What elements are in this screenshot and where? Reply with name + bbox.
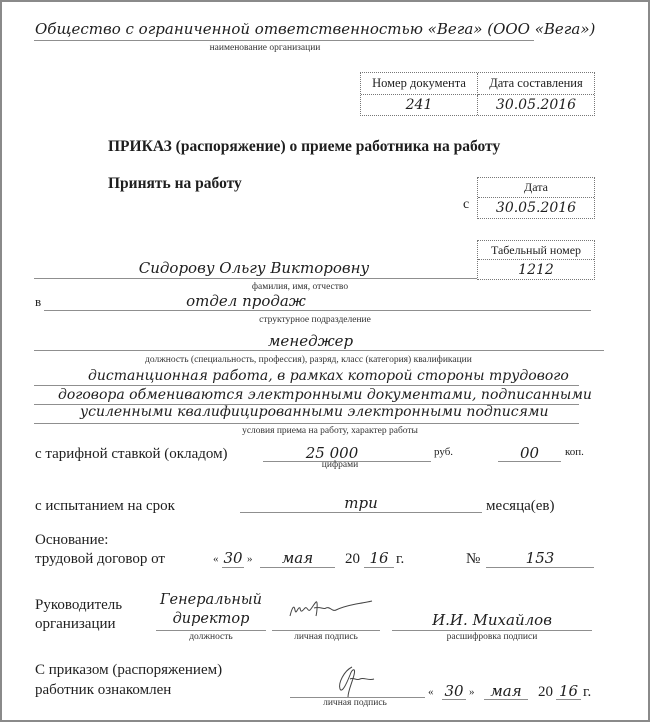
head-decoding-caption: расшифровка подписи [446, 632, 538, 642]
conditions-caption: условия приема на работу, характер работы [242, 426, 418, 436]
department-prefix: в [35, 294, 42, 309]
head-position-line-2: директор [172, 611, 250, 627]
organization-caption: наименование организации [209, 43, 321, 53]
ack-signature-caption: личная подпись [323, 698, 387, 708]
salary-rub-unit: руб. [434, 446, 454, 458]
basis-number-underline [486, 567, 594, 568]
ack-year-underline [556, 699, 581, 700]
head-signature-caption: личная подпись [294, 632, 358, 642]
date-prefix: с [463, 197, 470, 212]
tab-number-header: Табельный номер [478, 241, 594, 260]
department-underline [44, 310, 591, 311]
organization-underline [34, 40, 534, 41]
date-value: 30.05.2016 [495, 200, 577, 216]
employee-underline [34, 278, 477, 279]
basis-quote-open: « [213, 553, 219, 565]
basis-label-2: трудовой договор от [35, 551, 165, 567]
probation-underline [240, 512, 482, 513]
salary-kop-unit: коп. [565, 446, 584, 458]
hire-label: Принять на работу [108, 175, 242, 192]
doc-number-value: 241 [361, 95, 478, 115]
head-position-caption: должность [189, 632, 233, 642]
employee-caption: фамилия, имя, отчество [251, 282, 349, 292]
salary-rub-caption: цифрами [321, 460, 359, 470]
position-underline [34, 350, 604, 351]
position-caption: должность (специальность, профессия), разряд, класс (категория) квалификации [145, 355, 472, 365]
head-decoding-underline [392, 630, 592, 631]
organization-name: Общество с ограниченной ответственностью «Вега» (ООО «Вега») [35, 20, 596, 38]
department-value: отдел продаж [186, 292, 306, 310]
employee-signature-icon [330, 663, 380, 699]
doc-date-value: 30.05.2016 [495, 97, 577, 113]
ack-day-underline [442, 699, 466, 700]
department-caption: структурное подразделение [259, 315, 371, 325]
head-position-line-1: Генеральный [159, 592, 263, 608]
probation-unit: месяца(ев) [486, 498, 555, 514]
basis-label-1: Основание: [35, 532, 109, 548]
salary-kop-value: 00 [519, 444, 540, 462]
probation-value: три [344, 494, 378, 512]
date-header: Дата [478, 178, 594, 198]
doc-number-date-table [360, 72, 595, 116]
salary-rub-value: 25 000 [305, 444, 359, 462]
conditions-line-1: дистанционная работа, в рамках которой стороны трудового [88, 368, 569, 384]
doc-date-header: Дата составления [478, 73, 594, 95]
conditions-underline-3 [34, 423, 579, 424]
ack-label-1: С приказом (распоряжением) [35, 662, 223, 678]
ack-month: мая [490, 682, 522, 700]
head-label-2: организации [35, 616, 116, 632]
head-position-underline [156, 630, 266, 631]
basis-month: мая [281, 549, 314, 567]
basis-number-sign: № [466, 551, 481, 567]
page-title: ПРИКАЗ (распоряжение) о приеме работника на работу [108, 138, 501, 155]
ack-year-suffix: 16 [558, 682, 579, 700]
conditions-line-2: договора обмениваются электронными документами, подписанными [58, 387, 592, 403]
ack-year-prefix: 20 [538, 684, 553, 700]
salary-kop-underline [498, 461, 561, 462]
employee-name: Сидорову Ольгу Викторовну [138, 259, 370, 277]
tab-number-box [477, 240, 595, 280]
basis-day: 30 [223, 549, 243, 567]
basis-month-underline [260, 567, 335, 568]
basis-year-prefix: 20 [345, 551, 360, 567]
basis-year-underline [364, 567, 394, 568]
ack-year-unit: г. [583, 684, 592, 700]
conditions-line-3: усиленными квалифицированными электронными подписями [80, 404, 549, 420]
position-value: менеджер [268, 332, 354, 350]
head-label-1: Руководитель [35, 597, 123, 613]
head-signature-underline [272, 630, 380, 631]
date-box [477, 177, 595, 219]
head-decoding: И.И. Михайлов [432, 611, 552, 629]
head-signature-icon [286, 596, 376, 622]
basis-quote-close: » [247, 553, 253, 565]
ack-quote-open: « [428, 686, 434, 698]
basis-number: 153 [525, 549, 555, 567]
doc-number-header: Номер документа [361, 73, 478, 95]
ack-month-underline [484, 699, 528, 700]
probation-label: с испытанием на срок [35, 498, 175, 514]
basis-year-unit: г. [396, 551, 405, 567]
ack-label-2: работник ознакомлен [35, 682, 172, 698]
basis-day-underline [222, 567, 244, 568]
salary-label: с тарифной ставкой (окладом) [35, 446, 228, 462]
ack-day: 30 [444, 682, 464, 700]
ack-quote-close: » [469, 686, 475, 698]
tab-number-value: 1212 [518, 261, 554, 278]
conditions-underline-1 [34, 385, 579, 386]
basis-year-suffix: 16 [369, 549, 389, 567]
